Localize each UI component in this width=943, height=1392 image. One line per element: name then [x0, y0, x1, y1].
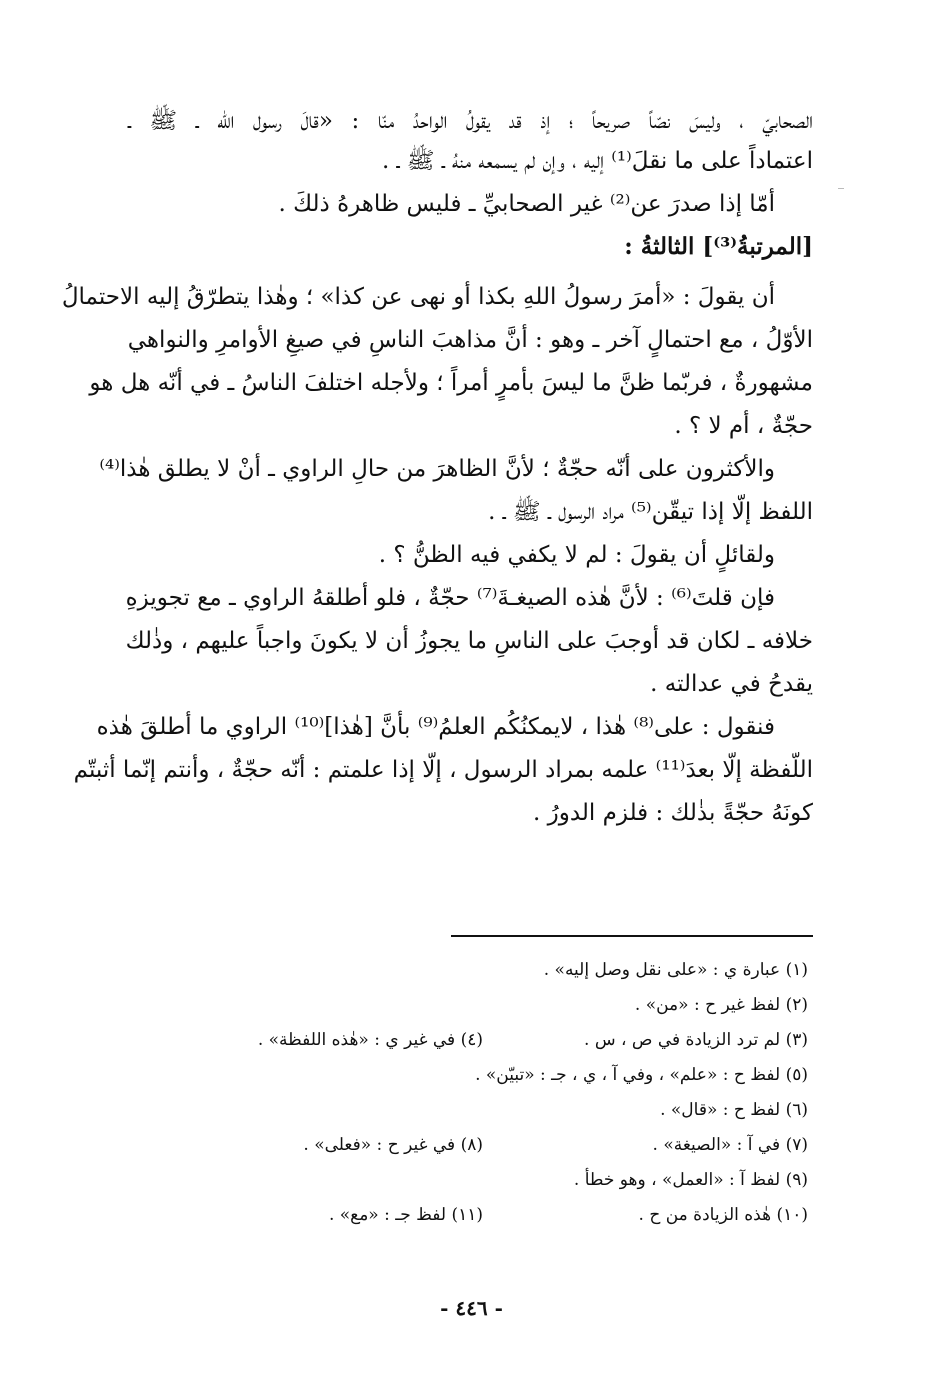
text-line: اللّفظة إلّا بعدَ⁽¹¹⁾ علمه بمراد الرسول ، إلّا إذا علمتم : أنّه حجّةٌ ، وأنتم إنّما أثبتّم	[73, 757, 813, 783]
text-line: كونَهُ حجّةً بذٰلك : فلزم الدورُ .	[533, 800, 813, 826]
section-heading: [المرتبةُ⁽³⁾] الثالثةُ :	[624, 233, 813, 260]
main-text	[61, 106, 813, 841]
footnote: (٦) لفظ ح : «قال» .	[660, 1100, 808, 1120]
footnote: (٢) لفظ غير ح : «من» .	[634, 995, 808, 1015]
text-line: الصحابيّ ، وليسَ نصّاً صريحاً ؛ إذ قد يقولُ الواحدُ منّا : «قالَ رسول الله ـ ﷺ ـ	[128, 108, 813, 134]
text-line: يقدحُ في عدالته .	[650, 671, 813, 697]
footnote: (٩) لفظ آ : «العمل» ، وهو خطأ .	[573, 1170, 808, 1190]
text-line: والأكثرون على أنّه حجّةٌ ؛ لأنَّ الظاهرَ من حالِ الراوي ـ أنْ لا يطلق هٰذا⁽⁴⁾	[99, 456, 775, 482]
text-line: أن يقولَ : «أمرَ رسولُ اللهِ بكذا أو نهى عن كذا» ؛ وهٰذا يتطرّقُ إليه الاحتمالُ	[61, 284, 775, 310]
text-line: فنقول : على⁽⁸⁾ هٰذا ، لايمكنُكُم العلمُ⁽⁹⁾ بأنَّ [هٰذا]⁽¹⁰⁾ الراوي ما أطلقَ هٰذه	[96, 714, 775, 740]
footnote: (١٠) هٰذه الزيادة من ح .	[638, 1205, 808, 1225]
footnote: (٧) في آ : «الصيغة» .	[652, 1135, 808, 1155]
footnote: (١) عبارة ي : «على نقل وصل إليه» .	[543, 960, 808, 980]
text-line: اللفظ إلّا إذا تيقّن⁽⁵⁾ مراد الرسول ـ ﷺ ـ .	[488, 499, 813, 525]
footnote: (١١) لفظ جـ : «مع» .	[328, 1205, 483, 1225]
footnote-row	[128, 1028, 808, 1063]
text-line: الأوّلُ ، مع احتمالٍ آخر ـ وهو : أنَّ مذاهبَ الناسِ في صيغِ الأوامرِ والنواهي	[127, 327, 813, 353]
margin-mark	[838, 188, 844, 192]
text-line: أمّا إذا صدرَ عن⁽²⁾ غير الصحابيِّ ـ فليس ظاهرهُ ذلكَ .	[278, 191, 775, 217]
page-number: - ٤٤٦ -	[440, 1296, 503, 1320]
text-line: خلافه ـ لكان قد أوجبَ على الناسِ ما يجوزُ أن لا يكونَ واجباً عليهم ، وذٰلك	[125, 628, 813, 654]
footnote: (٨) في غير ح : «فعلى» .	[303, 1135, 483, 1155]
text-line: حجّةٌ ، أم لا ؟ .	[674, 413, 813, 439]
text-line: مشهورةٌ ، فربّما ظنَّ ما ليسَ بأمرٍ أمراً ؛ ولأجله اختلفَ الناسُ ـ في أنّه هل هو	[89, 370, 813, 396]
footnote: (٣) لم ترد الزيادة في ص ، س .	[584, 1030, 808, 1050]
footnote-divider	[451, 935, 813, 937]
footnote: (٥) لفظ ح : «علم» ، وفي آ ، ي ، جـ : «تبيّن» .	[475, 1065, 808, 1085]
footnote-row	[128, 1133, 808, 1168]
text-line: فإن قلتَ⁽⁶⁾ : لأنَّ هٰذه الصيغـةَ⁽⁷⁾ حجّةٌ ، فلو أطلقهُ الراوي ـ مع تجويزهِ	[125, 585, 775, 611]
footnotes	[128, 958, 808, 1238]
text-line: اعتماداً على ما نقلَ⁽¹⁾ إليه ، وإن لم يسمعه منهُ ـ ﷺ ـ .	[381, 148, 813, 174]
footnote: (٤) في غير ي : «هٰذه اللفظة» .	[257, 1030, 483, 1050]
footnote-row	[128, 1203, 808, 1238]
text-line: ولقائلٍ أن يقولَ : لم لا يكفي فيه الظنُّ ؟ .	[378, 542, 775, 568]
